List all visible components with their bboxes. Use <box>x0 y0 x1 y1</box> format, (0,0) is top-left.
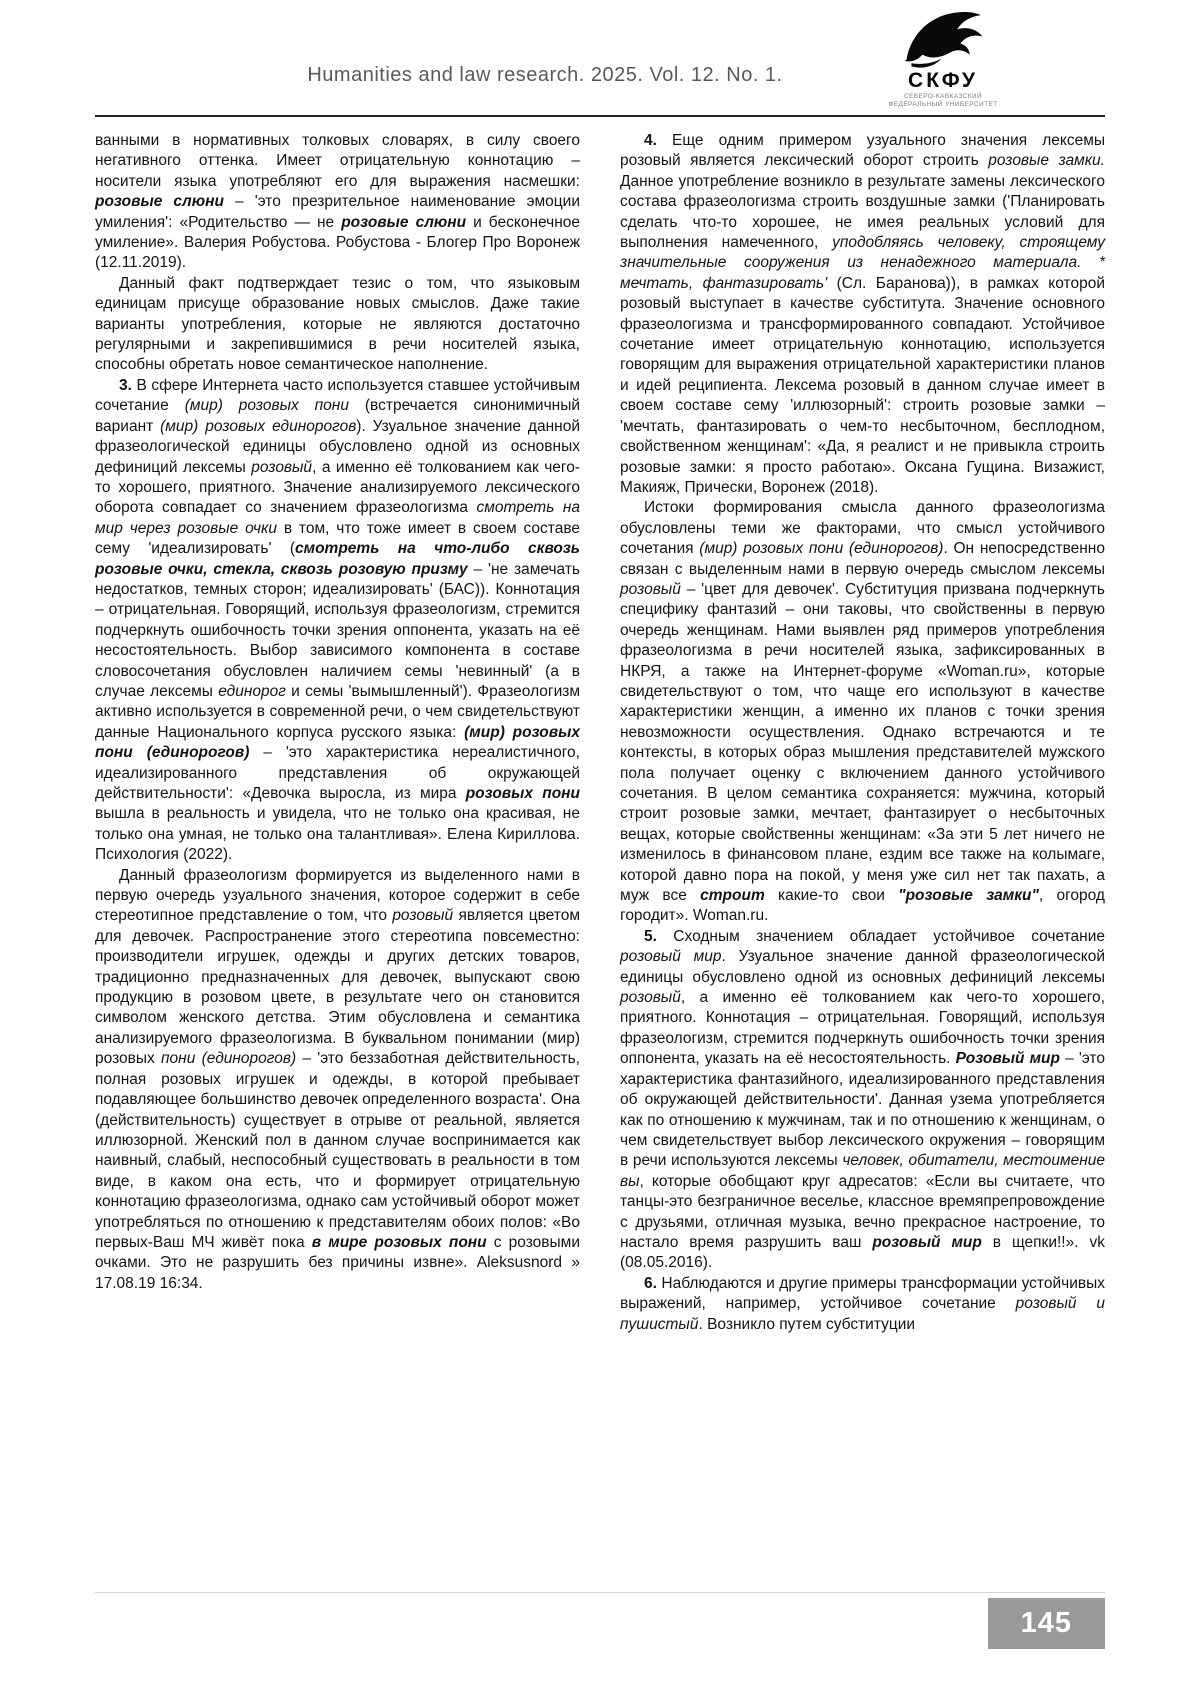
text-segment: , которые обобщают круг адресатов: «Если вы считаете, что танцы-это безграничное веселье, классное времяпрепровождение с друзьями, отличная музыка, вечно прекрасное настроение, то настало время разрушить ваш <box>620 1172 1105 1251</box>
text-segment: Данный фразеологизм формируется из выделенного нами в первую очередь узуального значения, которое содержит в себе стереотипное представление о том, что <box>95 866 580 925</box>
footer-divider <box>95 1592 1105 1593</box>
text-segment: смотреть на что-либо сквозь розовые очки, стекла, сквозь розовую призму <box>95 540 581 578</box>
text-segment: в щепки!!». vk (08.05.2016). <box>620 1233 1105 1272</box>
text-segment: (мир) розовых пони (единорогов) <box>699 540 944 558</box>
paragraph <box>620 131 1105 498</box>
text-segment: розовые слюни <box>95 193 224 211</box>
header-divider <box>95 115 1105 117</box>
text-segment: человек, обитатели, местоимение вы <box>620 1152 1106 1190</box>
page-number-badge: 145 <box>988 1598 1105 1649</box>
text-segment: розовые слюни <box>341 213 467 231</box>
text-segment: – 'не замечать недостатков, темных сторон; идеализировать' (БАС)). Коннотация – отрицательная. Говорящий, используя фразеологизм, стремится подчеркнуть ошибочность точки зрения оппонента, указать на её несостоятельность. Выбор зависимого компонента в составе словосочетания обусловлен наличием семы 'невинный' (а в случае лексемы <box>95 560 581 700</box>
text-segment: Наблюдаются и другие примеры трансформации устойчивых выражений, например, устойчивое сочетание <box>620 1274 1105 1313</box>
text-segment: пони (единорогов) <box>161 1050 297 1068</box>
text-segment: розовый мир <box>620 948 722 966</box>
text-segment: строит <box>700 887 765 905</box>
text-segment: , а именно её толкованием как чего-то хорошего, приятного. Коннотация – отрицательная. Говорящий, используя фразеологизм, стремится подчеркнуть ошибочность точки зрения оппонента, указать на её несостоятельность. <box>620 989 1105 1068</box>
firebird-logo-icon <box>895 8 991 68</box>
text-segment: (встречается синонимичный вариант <box>95 397 581 435</box>
text-segment: 5. <box>644 927 657 945</box>
text-segment: и семы 'вымышленный'). Фразеологизм активно используется в современной речи, о чем свидетельствуют данные Национального корпуса русского языка: <box>95 682 580 741</box>
paragraph <box>95 866 580 1295</box>
text-segment: единорог <box>218 682 286 700</box>
text-segment: ванными в нормативных толковых словарях, в силу своего негативного оттенка. Имеет отрицательную коннотацию – носители языка употребляют его для выражения насмешки: <box>95 132 580 190</box>
text-segment: – 'это характеристика нереалистичного, идеализированного представления об окружающей действительности': «Девочка выросла, из мира <box>95 744 580 802</box>
paragraph <box>620 1274 1105 1335</box>
text-segment: розовый <box>620 989 681 1007</box>
logo-subtitle-2: ФЕДЕРАЛЬНЫЙ УНИВЕРСИТЕТ <box>888 101 998 108</box>
text-segment: . Возникло путем субституции <box>698 1315 916 1333</box>
text-segment: какие-то свои <box>764 887 899 905</box>
text-segment: , а именно её толкованием как чего-то хорошего, приятного. Значение анализируемого лексического оборота совпадает со значением фразеологизма <box>95 458 581 517</box>
text-segment: (мир) розовых пони (единорогов) <box>95 723 580 762</box>
text-segment: 6. <box>644 1274 657 1292</box>
text-segment: розовый и пушистый <box>620 1295 1105 1333</box>
logo-acronym: СКФУ <box>908 69 978 92</box>
text-segment: , огород городит». Woman.ru. <box>620 887 1105 925</box>
text-segment: розовый мир <box>872 1233 982 1251</box>
paragraph <box>620 498 1105 927</box>
text-segment: "розовые замки" <box>898 887 1039 905</box>
text-segment: 4. <box>644 132 657 149</box>
text-segment: ). Узуальное значение данной фразеологической единицы обусловлено одной из основных дефиниций лексемы <box>95 417 580 476</box>
column-left <box>95 131 580 1335</box>
text-segment: розовые замки. <box>988 152 1105 170</box>
text-segment: розовых пони <box>465 785 580 802</box>
text-segment: 3. <box>119 376 132 394</box>
article-body <box>95 131 1105 1335</box>
text-segment: Еще одним примером узуального значения лексемы розовый является лексический оборот строить <box>620 132 1105 170</box>
text-segment: (мир) розовых единорогов <box>160 417 357 435</box>
paragraph <box>95 376 580 866</box>
paragraph <box>95 131 580 274</box>
text-segment: – 'это презрительное наименование эмоции умиления': «Родительство — не <box>95 193 580 231</box>
text-segment: является цветом для девочек. Распространение этого стереотипа повсеместно: производители игрушек, одежды и других детских товаров, традиционно предназначенных для девочек, выпускают свою продукцию в розовом цвете, в результате чего он становится символом женского детства. Этим обусловлена и семантика анализируемого фразеологизма. В буквальном понимании (мир) розовых <box>95 907 580 1068</box>
text-segment: в том, что тоже имеет в своем составе сему 'идеализировать' ( <box>95 519 581 558</box>
text-segment: уподобляясь человеку, строящему значительные сооружения из ненадежного материала. * мечтать, фантазировать' <box>620 234 1105 292</box>
text-segment: Истоки формирования смысла данного фразеологизма обусловлены теми же факторами, что смысл устойчивого сочетания <box>620 499 1105 558</box>
text-segment: . Он непосредственно связан с выделенным нами в первую очередь смыслом лексемы <box>620 540 1105 578</box>
logo-subtitle-1: СЕВЕРО-КАВКАЗСКИЙ <box>903 93 983 100</box>
text-segment: розовый <box>251 458 313 476</box>
text-segment: В сфере Интернета часто используется ставшее устойчивым сочетание <box>95 376 580 415</box>
text-segment: Данный факт подтверждает тезис о том, что языковым единицам присуще образование новых смыслов. Даже такие варианты употребления, которые не являются достаточно регулярными и закрепившимися в речи носителей языка, способны обретать новое семантическое наполнение. <box>95 274 580 374</box>
text-segment: – 'это беззаботная действительность, полная розовых игрушек и одежды, в которой пребывает подавляющее большинство девочек определенного возраста'. Она (действительность) существует в отрыве от реальной, является иллюзорной. Женский пол в данном случае воспринимается как наивный, слабый, неспособный существовать в реальности в том виде, в каком она есть, что и формирует отрицательную коннотацию фразеологизма, однако сам устойчивый оборот может употребляться по отношению к представителям обоих полов: «Во первых-Ваш МЧ живёт пока <box>95 1050 580 1251</box>
text-segment: розовый <box>620 580 681 598</box>
text-segment: с розовыми очками. Это не разрушить без причины извне». Aleksusnord » 17.08.19 16:34. <box>95 1233 580 1292</box>
text-segment: (Сл. Баранова)), в рамках которой розовый выступает в качестве субститута. Значение основного фразеологизма и трансформированного совпадают. Устойчивое сочетание имеет отрицательную коннотацию, используется говорящим для выражения отрицательной характеристики планов и идей реципиента. Лексема розовый в данном случае имеет в своем составе сему 'иллюзорный': строить розовые замки – 'мечтать, фантазировать о чем-то несбыточном, бесплодном, свойственном женщинам': «Да, я реалист и не привыкла строить розовые замки: я просто работаю». Оксана Гущина. Визажист, Макияж, Прически, Воронеж (2018). <box>620 274 1105 496</box>
university-logo <box>876 8 1010 109</box>
text-segment: – 'это характеристика фантазийного, идеализированного представления об окружающей действительности'. Данная узема употребляется как по отношению к мужчинам, так и по отношению к женщинам, о чем свидетельствует выбор лексического окружения – говорящим в речи используются лексемы <box>620 1050 1105 1170</box>
paragraph <box>620 927 1105 1274</box>
text-segment: вышла в реальность и увидела, что не только она красивая, не только она умная, не только она талантливая». Елена Кириллова. Психология (2022). <box>95 805 580 864</box>
text-segment: в мире розовых пони <box>311 1233 487 1251</box>
journal-header-line: Humanities and law research. 2025. Vol. 12. No. 1. <box>307 64 783 86</box>
text-segment: – 'цвет для девочек'. Субституция призвана подчеркнуть специфику фантазий – они таковы, что свойственны в первую очередь женщинам. Нами выявлен ряд примеров употребления фразеологизма в речи носителей языка, зафиксированных в НКРЯ, а также на Интернет-форуме «Woman.ru», которые свидетельствуют о том, что чаще его используют в качестве характеристики женщин, а именно их планов с точки зрения невозможности осуществления. Однако встречаются и те контексты, в которых образ мышления представителей мужского пола получает оценку с включением данного устойчивого сочетания. В целом семантика сохраняется: мужчина, который строит розовые замки, мечтает, фантазирует о несбыточных вещах, которые свойственны женщинам: «За эти 5 лет ничего не изменилось в финансовом плане, ездим все также на колымаге, которой давно пора на покой, у меня уже сил нет так пахать, а муж все <box>620 580 1105 905</box>
text-segment: (мир) розовых пони <box>184 397 349 415</box>
text-segment: и бесконечное умиление». Валерия Робустова. Робустова - Блогер Про Воронеж (12.11.2019). <box>95 213 581 272</box>
column-right <box>620 131 1105 1335</box>
text-segment: . Узуальное значение данной фразеологической единицы обусловлено одной из основных дефиниций лексемы <box>620 948 1105 986</box>
paragraph <box>95 274 580 376</box>
text-segment: Сходным значением обладает устойчивое сочетание <box>656 927 1105 945</box>
text-segment: Розовый мир <box>955 1050 1060 1068</box>
text-segment: розовый <box>392 907 454 925</box>
text-segment: Данное употребление возникло в результате замены лексического состава фразеологизма строить воздушные замки ('Планировать сделать что-то хорошее, не имея реальных условий для выполнения намеченного, <box>620 172 1105 252</box>
text-segment: смотреть на мир через розовые очки <box>95 499 580 537</box>
